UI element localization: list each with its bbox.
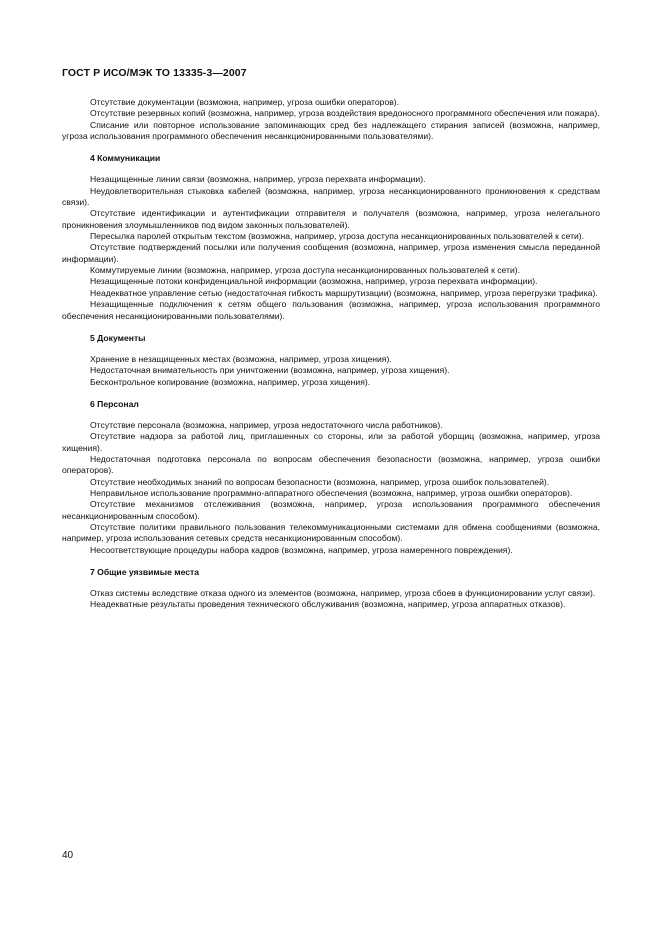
paragraph: Незащищенные линии связи (возможна, например, угроза перехвата информации). — [90, 174, 426, 185]
paragraph: Отсутствие документации (возможна, например, угроза ошибки операторов). — [90, 97, 400, 107]
section-heading-personnel: 6 Персонал — [90, 398, 139, 409]
paragraph: Отсутствие политики правильного пользования телекоммуникационными системами для обмена сообщениями (возможна, например, угроза использования сетевых средств несанкционированным способом). — [62, 521, 600, 544]
paragraph: Отсутствие механизмов отслеживания (возможна, например, угроза использования программного обеспечения несанкционированным способом). — [62, 499, 600, 521]
paragraph: Неудовлетворительная стыковка кабелей (возможна, например, угроза несанкционированного проникновения к средствам связи). — [62, 185, 600, 208]
paragraph: Незащищенные потоки конфиденциальной информации (возможна, например, угроза перехвата информации). — [90, 276, 538, 287]
paragraph: Отсутствие надзора за работой лиц, приглашенных со стороны, или за работой уборщиц (возможна, например, угроза хищения). — [62, 431, 600, 453]
document-body — [62, 97, 600, 611]
paragraph: Недостаточная внимательность при уничтожении (возможна, например, угроза хищения). — [90, 365, 450, 376]
paragraph: Отсутствие резервных копий (возможна, например, угроза воздействия вредоносного программного обеспечения или пожара). — [90, 108, 600, 119]
page-number: 40 — [62, 850, 74, 861]
section-heading-common-vulnerabilities: 7 Общие уязвимые места — [90, 567, 200, 577]
section-heading-documents: 5 Документы — [90, 332, 146, 343]
paragraph: Хранение в незащищенных местах (возможна, например, угроза хищения). — [90, 353, 392, 364]
paragraph: Недостаточная подготовка персонала по вопросам обеспечения безопасности (возможна, например, угроза ошибки операторов). — [62, 453, 600, 476]
paragraph: Отсутствие необходимых знаний по вопросам безопасности (возможна, например, угроза ошибок пользователей). — [90, 476, 550, 487]
paragraph: Отказ системы вследствие отказа одного из элементов (возможна, например, угроза сбоев в функционировании услуг связи). — [90, 588, 596, 598]
paragraph: Неправильное использование программно-аппаратного обеспечения (возможна, например, угроза ошибки операторов). — [90, 487, 573, 498]
paragraph: Незащищенные подключения к сетям общего пользования (возможна, например, угроза использования программного обеспечения несанкционированными пользователями). — [62, 299, 600, 321]
paragraph: Списание или повторное использование запоминающих сред без надлежащего стирания записей (возможна, например, угроза использования программного обеспечения несанкционированными пользователями). — [62, 119, 600, 142]
paragraph: Коммутируемые линии (возможна, например, угроза доступа несанкционированных пользователей к сети). — [90, 265, 521, 276]
section-heading-communications: 4 Коммуникации — [90, 153, 161, 164]
paragraph: Неадекватные результаты проведения технического обслуживания (возможна, например, угроза аппаратных отказов). — [90, 599, 566, 610]
paragraph: Несоответствующие процедуры набора кадров (возможна, например, угроза намеренного повреждения). — [90, 544, 513, 555]
paragraph: Неадекватное управление сетью (недостаточная гибкость маршрутизации) (возможна, например, угроза перегрузки трафика). — [90, 287, 598, 298]
paragraph: Отсутствие идентификации и аутентификации отправителя и получателя (возможна, например, угроза нелегального проникновения злоумышленников под видом законных пользователей). — [62, 208, 600, 230]
paragraph: Пересылка паролей открытым текстом (возможна, например, угроза доступа несанкционированных пользователей к сети). — [90, 231, 585, 242]
document-header: ГОСТ Р ИСО/МЭК ТО 13335-3—2007 — [62, 67, 247, 79]
paragraph: Отсутствие персонала (возможна, например, угроза недостаточного числа работников). — [90, 419, 443, 430]
paragraph: Отсутствие подтверждений посылки или получения сообщения (возможна, например, угроза изменения смысла переданной информации). — [62, 242, 600, 264]
paragraph: Бесконтрольное копирование (возможна, например, угроза хищения). — [90, 376, 371, 387]
